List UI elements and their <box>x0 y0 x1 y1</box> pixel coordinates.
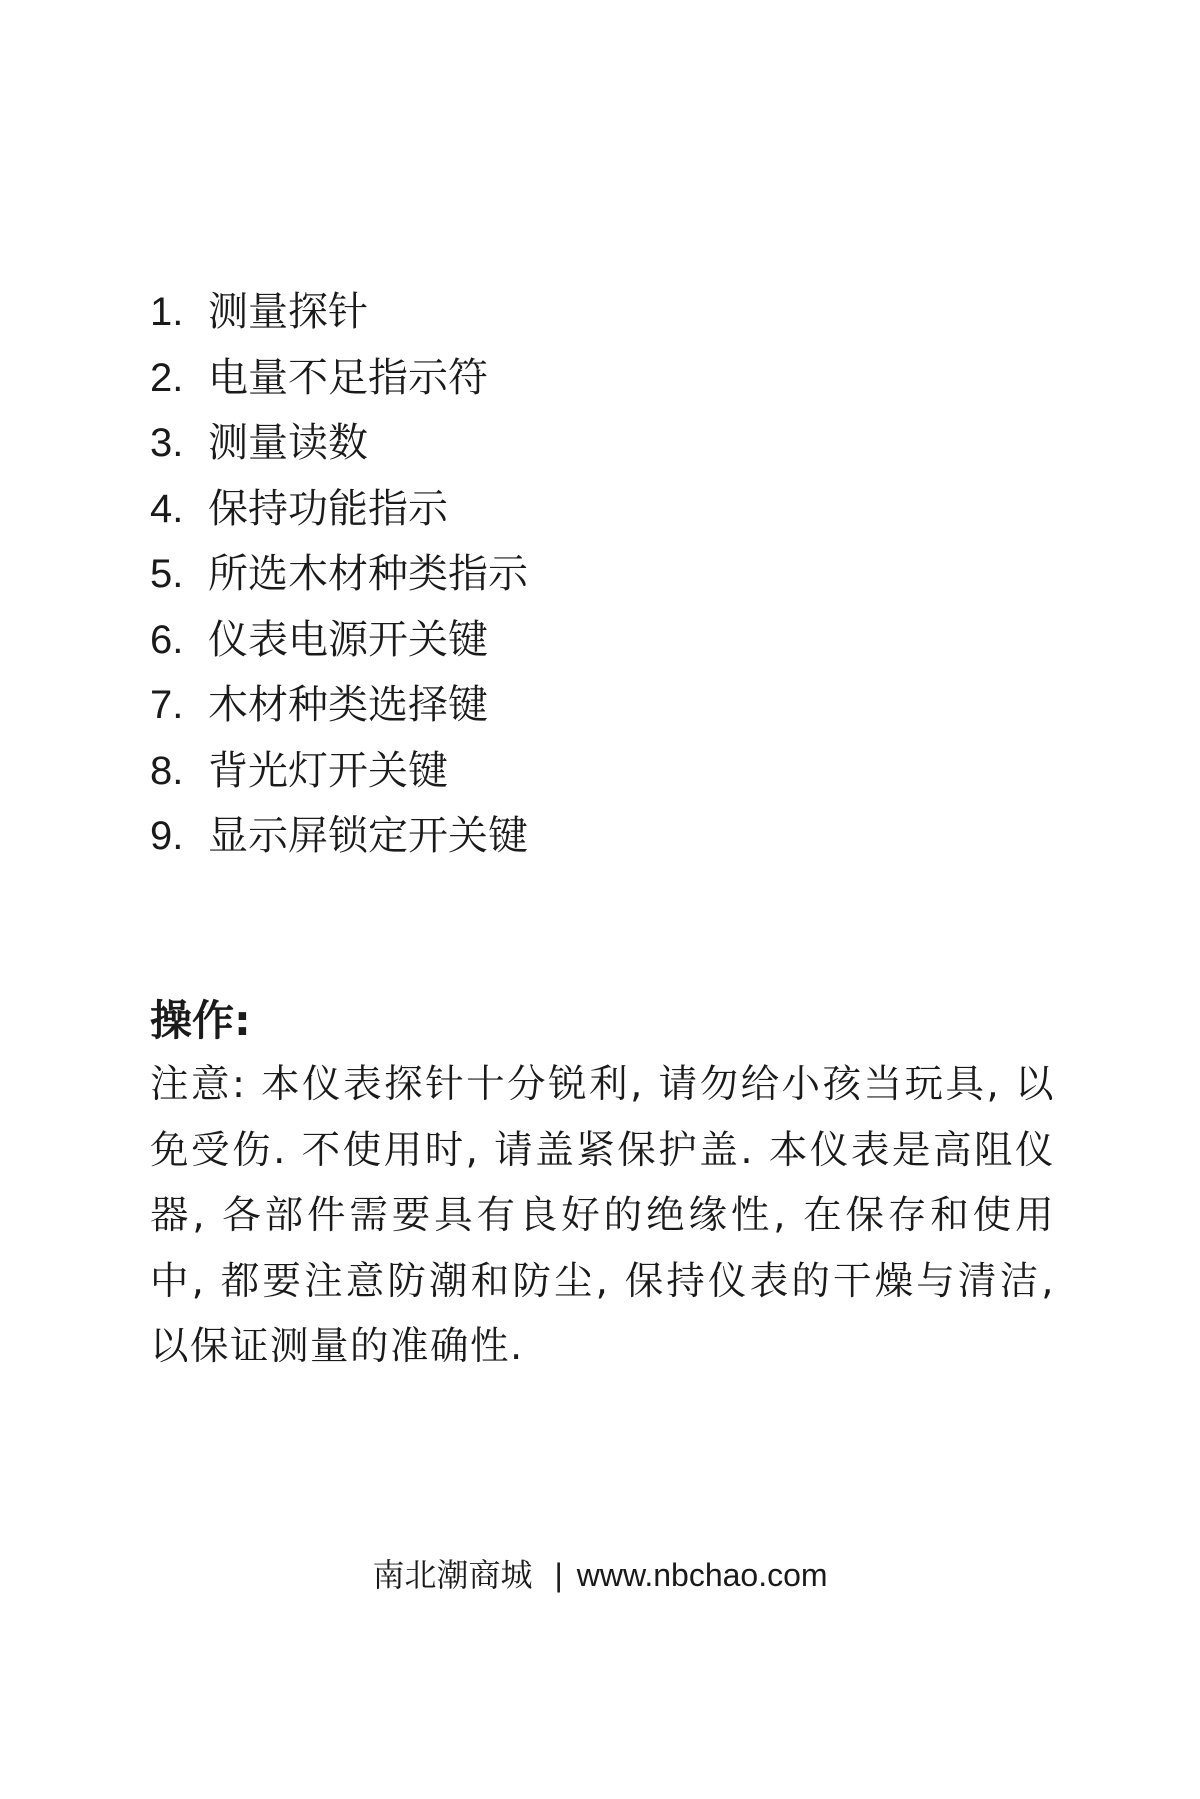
list-item-number: 5. <box>150 552 184 596</box>
list-item-label: 木材种类选择键 <box>208 682 488 728</box>
list-item-number: 9. <box>150 814 184 858</box>
footer-separator: | <box>554 1557 563 1593</box>
list-item-number: 6. <box>150 617 184 662</box>
operation-section <box>150 990 1055 1380</box>
operation-heading: 操作: <box>150 996 251 1045</box>
list-item-label: 背光灯开关键 <box>208 747 448 794</box>
list-item-label: 测量读数 <box>208 420 368 466</box>
list-item-label: 电量不足指示符 <box>208 354 488 401</box>
list-item-label: 所选木材种类指示 <box>208 551 528 597</box>
list-item <box>150 673 528 739</box>
list-item <box>150 608 528 674</box>
list-item-number: 2. <box>150 355 184 400</box>
footer-url: www.nbchao.com <box>576 1557 828 1593</box>
footer-brand: 南北潮商城 <box>372 1556 533 1594</box>
footer <box>0 1550 1200 1600</box>
list-item-label: 仪表电源开关键 <box>208 616 488 663</box>
list-item <box>150 280 528 346</box>
list-item <box>150 542 528 608</box>
list-item-label: 显示屏锁定开关键 <box>208 813 528 859</box>
list-item-number: 7. <box>150 683 184 727</box>
list-item <box>150 346 528 412</box>
list-item-number: 3. <box>150 421 184 465</box>
list-item-number: 8. <box>150 748 184 793</box>
parts-list <box>150 280 528 870</box>
list-item <box>150 477 528 543</box>
list-item <box>150 739 528 805</box>
operation-notice-paragraph: 注意: 本仪表探针十分锐利, 请勿给小孩当玩具, 以免受伤. 不使用时, 请盖紧保护盖. 本仪表是高阻仪器, 各部件需要具有良好的绝缘性, 在保存和使用中, 都要注意防潮和防尘, 保持仪表的干燥与清洁, 以保证测量的准确性. <box>150 1062 1055 1369</box>
list-item-number: 4. <box>150 486 184 531</box>
list-item-number: 1. <box>150 290 184 334</box>
list-item-label: 保持功能指示 <box>208 485 448 532</box>
list-item <box>150 804 528 870</box>
list-item <box>150 411 528 477</box>
list-item-label: 测量探针 <box>208 289 368 335</box>
